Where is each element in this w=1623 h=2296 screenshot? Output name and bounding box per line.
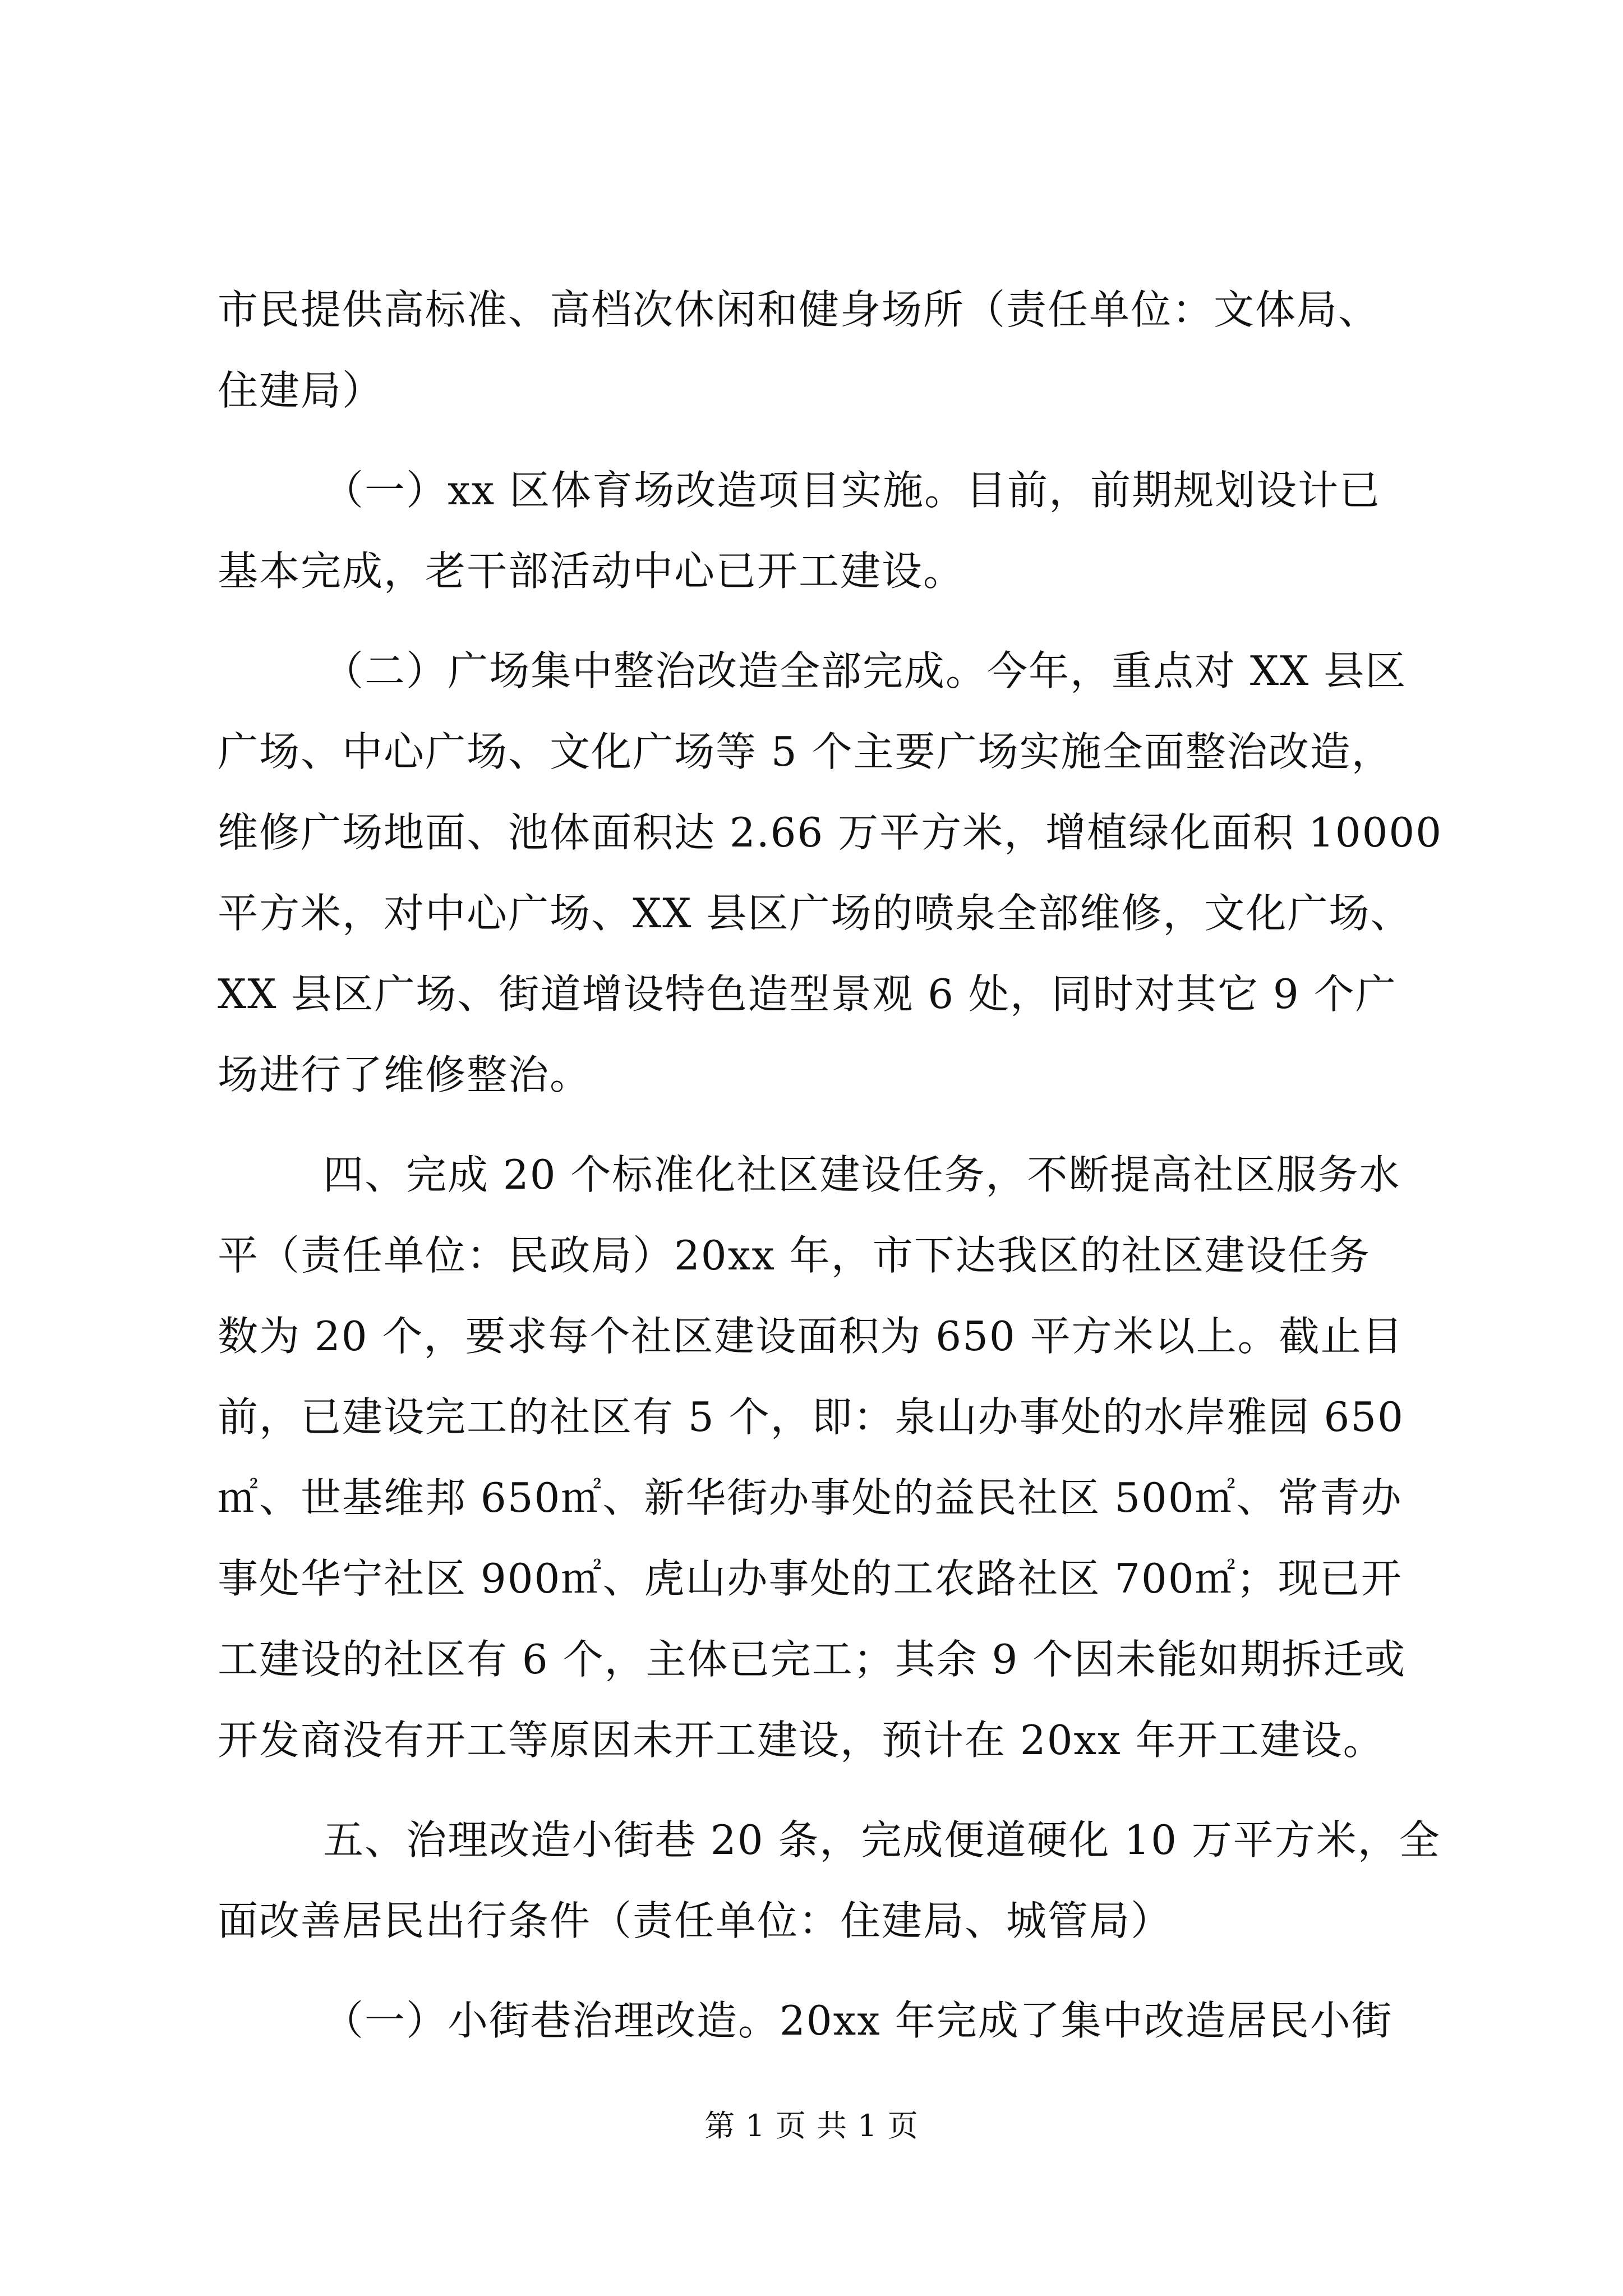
text-line: 维修广场地面、池体面积达 2.66 万平方米，增植绿化面积 10000 xyxy=(218,809,1443,856)
paragraph xyxy=(218,269,1418,431)
text-line: 市民提供高标准、高档次休闲和健身场所（责任单位：文体局、 xyxy=(218,286,1380,333)
text-line: 平方米，对中心广场、XX 县区广场的喷泉全部维修，文化广场、 xyxy=(218,890,1412,937)
text-line: 事处华宁社区 900㎡、虎山办事处的工农路社区 700㎡；现已开 xyxy=(218,1555,1403,1602)
paragraph xyxy=(218,1980,1418,2061)
page-footer xyxy=(0,2106,1623,2146)
text-line: （二）广场集中整治改造全部完成。今年，重点对 XX 县区 xyxy=(323,647,1407,694)
paragraph xyxy=(218,1800,1441,1961)
text-line: 数为 20 个，要求每个社区建设面积为 650 平方米以上。截止目 xyxy=(218,1313,1404,1360)
paragraph xyxy=(218,1134,1418,1780)
text-line: XX 县区广场、街道增设特色造型景观 6 处，同时对其它 9 个广 xyxy=(218,970,1397,1018)
text-line: 平（责任单位：民政局）20xx 年，市下达我区的社区建设任务 xyxy=(218,1232,1371,1279)
text-line: 场进行了维修整治。 xyxy=(218,1051,592,1098)
text-line: 广场、中心广场、文化广场等 5 个主要广场实施全面整治改造， xyxy=(218,728,1393,775)
text-line: （一）小街巷治理改造。20xx 年完成了集中改造居民小街 xyxy=(323,1997,1393,2044)
document-body xyxy=(218,269,1443,2061)
text-line: ㎡、世基维邦 650㎡、新华街办事处的益民社区 500㎡、常青办 xyxy=(218,1474,1403,1521)
text-line: 面改善居民出行条件（责任单位：住建局、城管局） xyxy=(218,1897,1173,1944)
text-line: （一）xx 区体育场改造项目实施。目前，前期规划设计已 xyxy=(323,467,1381,514)
page-number-label: 第 1 页 共 1 页 xyxy=(704,2108,919,2143)
text-line: 住建局） xyxy=(218,367,384,414)
paragraph xyxy=(218,450,1418,611)
text-line: 五、治理改造小街巷 20 条，完成便道硬化 10 万平方米，全 xyxy=(323,1816,1441,1864)
text-line: 基本完成，老干部活动中心已开工建设。 xyxy=(218,547,965,595)
text-line: 四、完成 20 个标准化社区建设任务，不断提高社区服务水 xyxy=(323,1151,1401,1198)
paragraph xyxy=(218,631,1443,1115)
text-line: 工建设的社区有 6 个，主体已完工；其余 9 个因未能如期拆迁或 xyxy=(218,1636,1407,1683)
text-line: 开发商没有开工等原因未开工建设，预计在 20xx 年开工建设。 xyxy=(218,1717,1385,1764)
text-line: 前，已建设完工的社区有 5 个，即：泉山办事处的水岸雅园 650 xyxy=(218,1393,1404,1441)
